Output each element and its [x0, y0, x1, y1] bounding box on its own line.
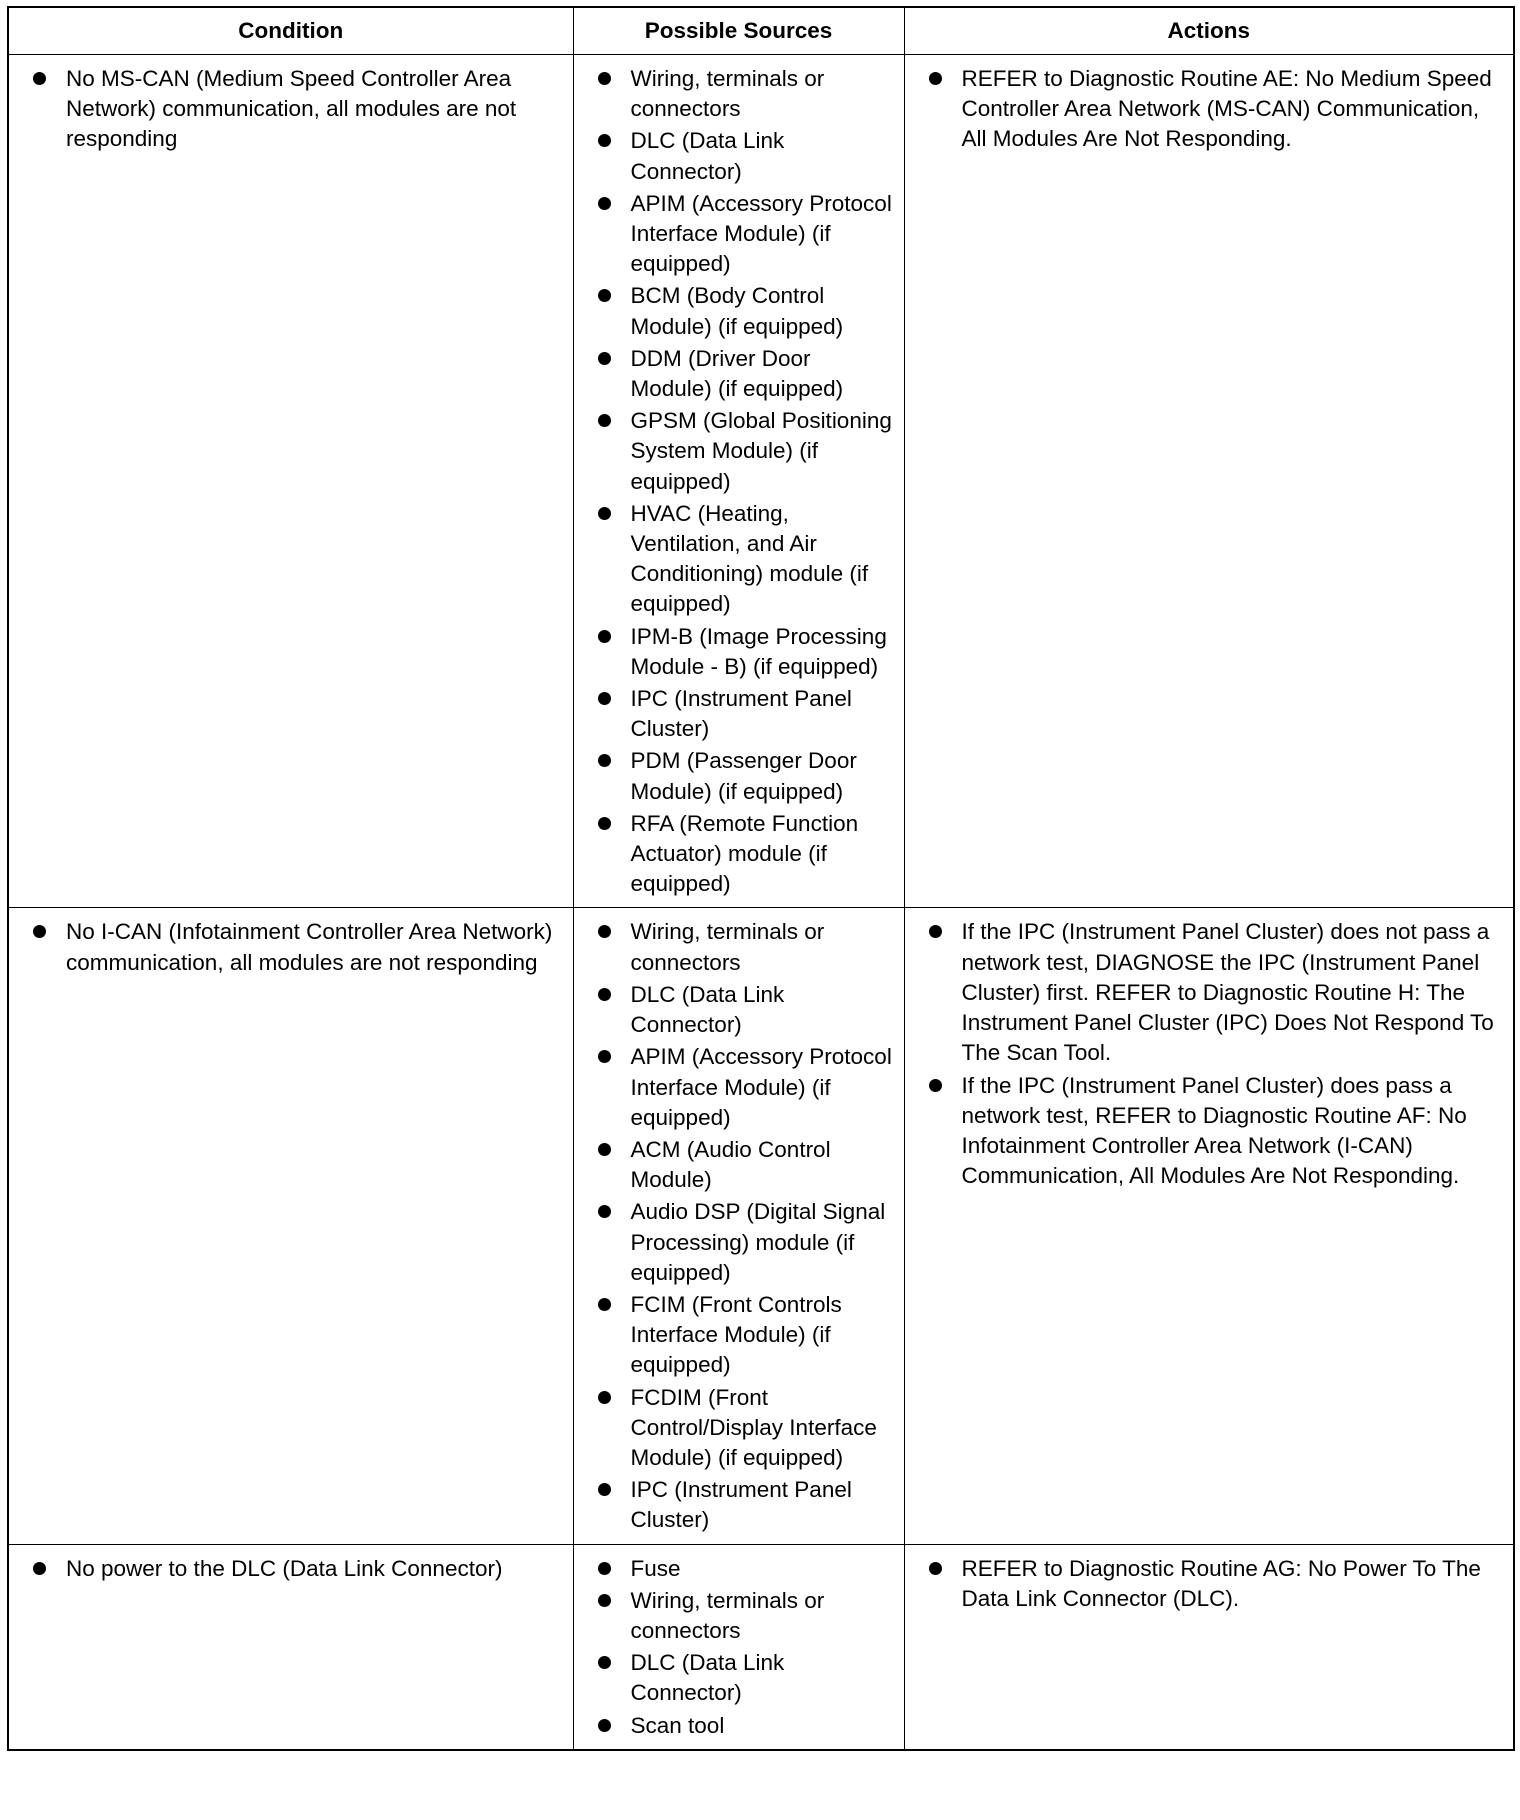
list-item: [598, 1383, 896, 1474]
list-item-text: Fuse: [630, 1555, 681, 1581]
bullet-icon: [598, 630, 611, 643]
list-item-text: HVAC (Heating, Ventilation, and Air Conditioning) module (if equipped): [630, 500, 869, 617]
list-item-text: IPC (Instrument Panel Cluster): [630, 686, 852, 742]
bullet-icon: [598, 1719, 611, 1732]
bullet-icon: [598, 352, 611, 365]
list-item: [33, 917, 565, 977]
bullet-icon: [598, 134, 611, 147]
bullet-list: [598, 1554, 896, 1741]
list-item-text: No I-CAN (Infotainment Controller Area Network) communication, all modules are not responding: [66, 919, 553, 975]
header-actions: Actions: [904, 7, 1514, 55]
bullet-icon: [598, 692, 611, 705]
bullet-list: [598, 917, 896, 1535]
actions-cell: [904, 55, 1514, 908]
list-item: [929, 1071, 1506, 1192]
actions-cell: [904, 908, 1514, 1544]
bullet-icon: [33, 1562, 46, 1575]
list-item: [929, 64, 1506, 155]
list-item: [598, 684, 896, 744]
bullet-icon: [598, 1298, 611, 1311]
list-item: [598, 126, 896, 186]
list-item-text: RFA (Remote Function Actuator) module (if equipped): [630, 810, 859, 897]
header-row: [8, 7, 1514, 55]
table-row: [8, 908, 1514, 1544]
list-item: [598, 1042, 896, 1133]
bullet-icon: [598, 1656, 611, 1669]
bullet-icon: [598, 414, 611, 427]
bullet-icon: [929, 72, 942, 85]
list-item: [598, 1648, 896, 1708]
bullet-icon: [598, 1143, 611, 1156]
bullet-list: [33, 917, 565, 977]
list-item: [598, 980, 896, 1040]
list-item: [33, 1554, 565, 1584]
list-item: [598, 917, 896, 977]
list-item-text: Audio DSP (Digital Signal Processing) module (if equipped): [630, 1199, 886, 1285]
list-item-text: If the IPC (Instrument Panel Cluster) does not pass a network test, DIAGNOSE the IPC (Instrument Panel Cluster) first. REFER to Diagnostic Routine H: The Instrument Panel Cluster (IPC) Does Not Respond To The Scan Tool.: [961, 919, 1494, 1066]
list-item-text: FCDIM (Front Control/Display Interface Module) (if equipped): [630, 1384, 877, 1470]
bullet-icon: [33, 925, 46, 938]
bullet-icon: [598, 988, 611, 1001]
list-item-text: DLC (Data Link Connector): [630, 128, 785, 184]
list-item-text: GPSM (Global Positioning System Module) (if equipped): [630, 408, 892, 494]
table-row: [8, 1544, 1514, 1750]
possible-sources-cell: [573, 1544, 904, 1750]
list-item: [598, 64, 896, 124]
list-item-text: IPM-B (Image Processing Module - B) (if equipped): [630, 623, 887, 679]
list-item: [598, 499, 896, 620]
header-condition: Condition: [8, 7, 573, 55]
possible-sources-cell: [573, 55, 904, 908]
actions-cell: [904, 1544, 1514, 1750]
list-item-text: If the IPC (Instrument Panel Cluster) does pass a network test, REFER to Diagnostic Routine AF: No Infotainment Controller Area Network (I-CAN) Communication, All Modules Are Not Responding.: [961, 1072, 1467, 1189]
condition-cell: [8, 1544, 573, 1750]
list-item: [598, 1290, 896, 1381]
bullet-icon: [598, 925, 611, 938]
list-item-text: Scan tool: [630, 1712, 725, 1738]
list-item: [929, 1554, 1506, 1614]
list-item: [598, 1197, 896, 1288]
bullet-icon: [598, 1562, 611, 1575]
bullet-icon: [929, 925, 942, 938]
bullet-icon: [598, 197, 611, 210]
bullet-icon: [33, 72, 46, 85]
list-item-text: DDM (Driver Door Module) (if equipped): [630, 345, 844, 402]
list-item-text: Wiring, terminals or connectors: [630, 66, 825, 122]
list-item: [598, 344, 896, 404]
bullet-list: [929, 64, 1506, 155]
list-item: [598, 622, 896, 682]
list-item-text: DLC (Data Link Connector): [630, 981, 785, 1038]
bullet-icon: [929, 1562, 942, 1575]
list-item-text: REFER to Diagnostic Routine AG: No Power To The Data Link Connector (DLC).: [961, 1555, 1481, 1611]
list-item: [598, 406, 896, 497]
list-item: [598, 1135, 896, 1195]
list-item-text: APIM (Accessory Protocol Interface Module) (if equipped): [630, 1044, 892, 1130]
bullet-icon: [598, 817, 611, 830]
list-item: [598, 1711, 896, 1741]
list-item-text: PDM (Passenger Door Module) (if equipped): [630, 748, 857, 804]
list-item-text: DLC (Data Link Connector): [630, 1650, 785, 1706]
list-item: [598, 1475, 896, 1535]
condition-cell: [8, 55, 573, 908]
list-item: [598, 1586, 896, 1646]
bullet-list: [929, 1554, 1506, 1614]
list-item-text: Wiring, terminals or connectors: [630, 1587, 825, 1643]
list-item: [33, 64, 565, 155]
list-item: [598, 189, 896, 280]
list-item: [598, 1554, 896, 1584]
list-item-text: IPC (Instrument Panel Cluster): [630, 1477, 852, 1533]
list-item-text: FCIM (Front Controls Interface Module) (if equipped): [630, 1291, 842, 1378]
list-item-text: No MS-CAN (Medium Speed Controller Area Network) communication, all modules are not responding: [66, 66, 517, 152]
bullet-icon: [598, 289, 611, 302]
diagnostic-table: [7, 6, 1515, 1751]
list-item-text: BCM (Body Control Module) (if equipped): [630, 283, 844, 339]
list-item-text: ACM (Audio Control Module): [630, 1136, 831, 1193]
bullet-list: [598, 64, 896, 899]
bullet-icon: [598, 72, 611, 85]
list-item: [598, 809, 896, 900]
bullet-icon: [598, 1594, 611, 1607]
bullet-icon: [598, 1391, 611, 1404]
bullet-icon: [598, 754, 611, 767]
list-item-text: Wiring, terminals or connectors: [630, 919, 825, 975]
list-item-text: No power to the DLC (Data Link Connector): [66, 1555, 503, 1581]
table-body: [8, 55, 1514, 1750]
bullet-list: [33, 1554, 565, 1584]
header-possible-sources: Possible Sources: [573, 7, 904, 55]
list-item: [598, 281, 896, 341]
table-row: [8, 55, 1514, 908]
table-header: [8, 7, 1514, 55]
condition-cell: [8, 908, 573, 1544]
list-item: [929, 917, 1506, 1068]
list-item-text: APIM (Accessory Protocol Interface Module) (if equipped): [630, 190, 892, 277]
bullet-icon: [598, 1050, 611, 1063]
bullet-icon: [598, 1483, 611, 1496]
list-item-text: REFER to Diagnostic Routine AE: No Medium Speed Controller Area Network (MS-CAN) Communication, All Modules Are Not Responding.: [961, 66, 1492, 152]
possible-sources-cell: [573, 908, 904, 1544]
bullet-list: [929, 917, 1506, 1191]
bullet-icon: [598, 507, 611, 520]
list-item: [598, 746, 896, 806]
bullet-icon: [929, 1079, 942, 1092]
bullet-icon: [598, 1205, 611, 1218]
bullet-list: [33, 64, 565, 155]
